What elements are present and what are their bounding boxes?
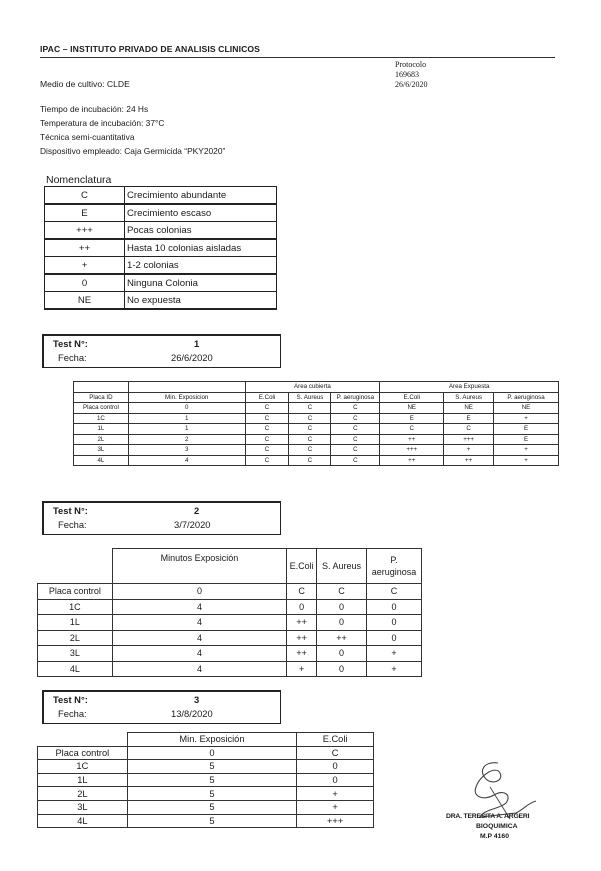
table-cell: + — [494, 455, 559, 466]
table-cell: 1C — [74, 413, 129, 424]
table-row — [38, 646, 422, 662]
nomenclature-meaning: Pocas colonias — [125, 222, 277, 240]
temperatura-incubacion: Temperatura de incubación: 37°C — [40, 118, 165, 128]
table-row — [38, 787, 374, 801]
nomenclature-symbol: ++ — [45, 239, 125, 257]
table-cell: 5 — [127, 814, 296, 828]
table-cell: C — [245, 445, 289, 456]
table-cell: 0 — [317, 661, 367, 677]
group-covered-area: Area cubierta — [245, 382, 380, 393]
table-row — [38, 615, 422, 631]
test1-table — [73, 381, 559, 466]
table-row — [45, 292, 277, 310]
table-cell: Placa control — [74, 403, 129, 414]
table-cell: 5 — [127, 800, 296, 814]
column-header: S. Aureus — [444, 392, 494, 403]
nomenclature-meaning: Crecimiento escaso — [125, 204, 277, 222]
table-cell: E — [494, 424, 559, 435]
table-cell: 0 — [367, 630, 422, 646]
table-cell: ++ — [287, 646, 317, 662]
table-cell: 0 — [317, 599, 367, 615]
medio-cultivo: Medio de cultivo: CLDE — [40, 79, 130, 89]
test3-date-label: Fecha: — [58, 708, 87, 719]
lab-name: IPAC – INSTITUTO PRIVADO DE ANALISIS CLINICOS — [40, 44, 260, 54]
table-header-row — [38, 549, 422, 584]
column-header: S. Aureus — [289, 392, 331, 403]
table-cell: 3L — [38, 646, 113, 662]
table-cell: 0 — [297, 760, 374, 774]
table-cell: + — [494, 413, 559, 424]
table-cell: 4 — [112, 630, 286, 646]
column-header: P. aeruginosa — [331, 392, 380, 403]
table-cell: +++ — [380, 445, 444, 456]
column-header: E.Coli — [380, 392, 444, 403]
nomenclature-symbol: E — [45, 204, 125, 222]
test2-date: 3/7/2020 — [174, 519, 211, 530]
table-cell: + — [367, 646, 422, 662]
table-row — [45, 187, 277, 205]
table-cell: C — [289, 434, 331, 445]
nomenclature-meaning: 1-2 colonias — [125, 257, 277, 275]
nomenclature-table — [44, 186, 277, 310]
table-cell: C — [367, 584, 422, 600]
table-cell: + — [297, 787, 374, 801]
table-cell: E — [380, 413, 444, 424]
test1-date: 26/6/2020 — [171, 352, 213, 363]
column-header: Placa ID — [74, 392, 129, 403]
nomenclature-symbol: NE — [45, 292, 125, 310]
table-cell: 1 — [128, 424, 245, 435]
table-cell: C — [289, 445, 331, 456]
table-row — [74, 455, 559, 466]
table-group-header — [74, 382, 559, 393]
table-cell: NE — [444, 403, 494, 414]
table-cell: ++ — [287, 630, 317, 646]
table-cell: C — [289, 413, 331, 424]
table-cell: 0 — [317, 615, 367, 631]
table-row — [45, 274, 277, 292]
nomenclature-symbol: + — [45, 257, 125, 275]
table-cell: 1 — [128, 413, 245, 424]
signature-title: BIOQUIMICA — [476, 823, 518, 830]
column-header: E.Coli — [297, 733, 374, 747]
dispositivo: Dispositivo empleado: Caja Germicida “PKY2020” — [40, 146, 226, 156]
table-row — [38, 773, 374, 787]
signature-name: DRA. TERESITA A. ARGERI — [446, 813, 530, 820]
table-row — [38, 746, 374, 760]
table-cell: 2L — [74, 434, 129, 445]
tiempo-incubacion: Tiempo de incubación: 24 Hs — [40, 104, 149, 114]
table-cell: ++ — [380, 434, 444, 445]
column-header: P. aeruginosa — [494, 392, 559, 403]
test3-number: 3 — [194, 694, 200, 705]
test3-info-box — [42, 690, 281, 724]
column-header: E.Coli — [287, 549, 317, 584]
test3-table — [37, 732, 374, 828]
nomenclature-meaning: Ninguna Colonia — [125, 274, 277, 292]
table-row — [74, 424, 559, 435]
table-cell: ++ — [380, 455, 444, 466]
table-cell: 0 — [112, 584, 286, 600]
table-cell: C — [289, 455, 331, 466]
table-row — [45, 257, 277, 275]
column-header: S. Aureus — [317, 549, 367, 584]
table-cell: C — [331, 403, 380, 414]
table-cell: 1L — [74, 424, 129, 435]
table-cell: 5 — [127, 760, 296, 774]
nomenclature-symbol: 0 — [45, 274, 125, 292]
table-cell: 4 — [128, 455, 245, 466]
table-cell: ++ — [287, 615, 317, 631]
table-cell: + — [444, 445, 494, 456]
table-cell: C — [287, 584, 317, 600]
table-cell: C — [331, 424, 380, 435]
table-cell: 1L — [38, 773, 128, 787]
table-cell: C — [289, 424, 331, 435]
table-cell: C — [245, 424, 289, 435]
test1-info-box — [42, 334, 281, 368]
table-cell: +++ — [297, 814, 374, 828]
table-cell: 0 — [287, 599, 317, 615]
test3-label: Test N°: — [53, 694, 88, 705]
nomenclature-meaning: Hasta 10 colonias aisladas — [125, 239, 277, 257]
table-cell: 4L — [74, 455, 129, 466]
column-header: Minutos Exposición — [112, 549, 286, 584]
table-cell: 1C — [38, 599, 113, 615]
table-cell: 2 — [128, 434, 245, 445]
table-row — [74, 434, 559, 445]
table-cell: 4 — [112, 599, 286, 615]
table-cell: C — [245, 434, 289, 445]
table-cell: C — [245, 455, 289, 466]
table-header-row — [38, 733, 374, 747]
table-row — [45, 204, 277, 222]
group-exposed-area: Area Expuesta — [380, 382, 559, 393]
table-row — [38, 800, 374, 814]
table-cell: 4 — [112, 646, 286, 662]
table-row — [38, 661, 422, 677]
tecnica: Técnica semi-cuantitativa — [40, 132, 135, 142]
table-cell: Placa control — [38, 584, 113, 600]
table-cell: 0 — [297, 773, 374, 787]
table-cell: 0 — [317, 646, 367, 662]
table-cell: C — [331, 434, 380, 445]
table-cell: C — [245, 403, 289, 414]
table-cell: + — [287, 661, 317, 677]
signature-stamp — [440, 757, 552, 852]
table-cell: 0 — [128, 403, 245, 414]
table-cell: 2L — [38, 787, 128, 801]
table-row — [45, 222, 277, 240]
column-header: P. aeruginosa — [367, 549, 422, 584]
table-cell: C — [380, 424, 444, 435]
table-cell: C — [331, 445, 380, 456]
table-row — [38, 599, 422, 615]
table-cell: 0 — [367, 615, 422, 631]
table-cell: Placa control — [38, 746, 128, 760]
column-header: Min. Exposición — [127, 733, 296, 747]
table-cell: 0 — [367, 599, 422, 615]
table-cell: 4 — [112, 661, 286, 677]
table-cell: 5 — [127, 773, 296, 787]
nomenclature-symbol: +++ — [45, 222, 125, 240]
table-cell: 4L — [38, 814, 128, 828]
table-cell: C — [331, 455, 380, 466]
table-cell: + — [367, 661, 422, 677]
test2-date-label: Fecha: — [58, 519, 87, 530]
table-cell: +++ — [444, 434, 494, 445]
nomenclature-meaning: Crecimiento abundante — [125, 187, 277, 205]
table-cell: 3 — [128, 445, 245, 456]
table-cell: C — [331, 413, 380, 424]
test2-table — [37, 548, 422, 677]
table-cell: ++ — [317, 630, 367, 646]
protocol-block — [395, 60, 427, 90]
table-cell: 3L — [38, 800, 128, 814]
test2-number: 2 — [194, 505, 200, 516]
table-row — [38, 760, 374, 774]
test2-label: Test N°: — [53, 505, 88, 516]
nomenclature-title: Nomenclatura — [46, 174, 112, 186]
table-cell: C — [317, 584, 367, 600]
table-cell: E — [444, 413, 494, 424]
nomenclature-meaning: No expuesta — [125, 292, 277, 310]
table-cell: 5 — [127, 787, 296, 801]
table-cell: NE — [494, 403, 559, 414]
table-row — [38, 814, 374, 828]
table-cell: + — [494, 445, 559, 456]
table-row — [38, 630, 422, 646]
column-header: E.Coli — [245, 392, 289, 403]
header-divider — [40, 57, 555, 58]
test2-info-box — [42, 501, 281, 535]
table-cell: 2L — [38, 630, 113, 646]
table-cell: 3L — [74, 445, 129, 456]
table-row — [38, 584, 422, 600]
test1-label: Test N°: — [53, 338, 88, 349]
protocol-number: 169683 — [395, 70, 419, 79]
table-row — [74, 413, 559, 424]
table-header-row — [74, 392, 559, 403]
nomenclature-symbol: C — [45, 187, 125, 205]
table-row — [45, 239, 277, 257]
table-cell: 1L — [38, 615, 113, 631]
table-cell: 0 — [127, 746, 296, 760]
table-row — [74, 403, 559, 414]
test1-date-label: Fecha: — [58, 352, 87, 363]
table-cell: C — [289, 403, 331, 414]
signature-license: M.P 4160 — [480, 833, 509, 840]
table-cell: ++ — [444, 455, 494, 466]
table-cell: E — [494, 434, 559, 445]
test3-date: 13/8/2020 — [171, 708, 213, 719]
table-cell: C — [444, 424, 494, 435]
table-cell: C — [297, 746, 374, 760]
table-cell: + — [297, 800, 374, 814]
test1-number: 1 — [194, 338, 200, 349]
table-cell: 4 — [112, 615, 286, 631]
protocol-date: 26/6/2020 — [395, 80, 428, 89]
table-cell: 1C — [38, 760, 128, 774]
table-cell: NE — [380, 403, 444, 414]
column-header: Min. Exposicion — [128, 392, 245, 403]
table-cell: 4L — [38, 661, 113, 677]
table-cell: C — [245, 413, 289, 424]
table-row — [74, 445, 559, 456]
protocol-label: Protocolo — [395, 60, 427, 69]
